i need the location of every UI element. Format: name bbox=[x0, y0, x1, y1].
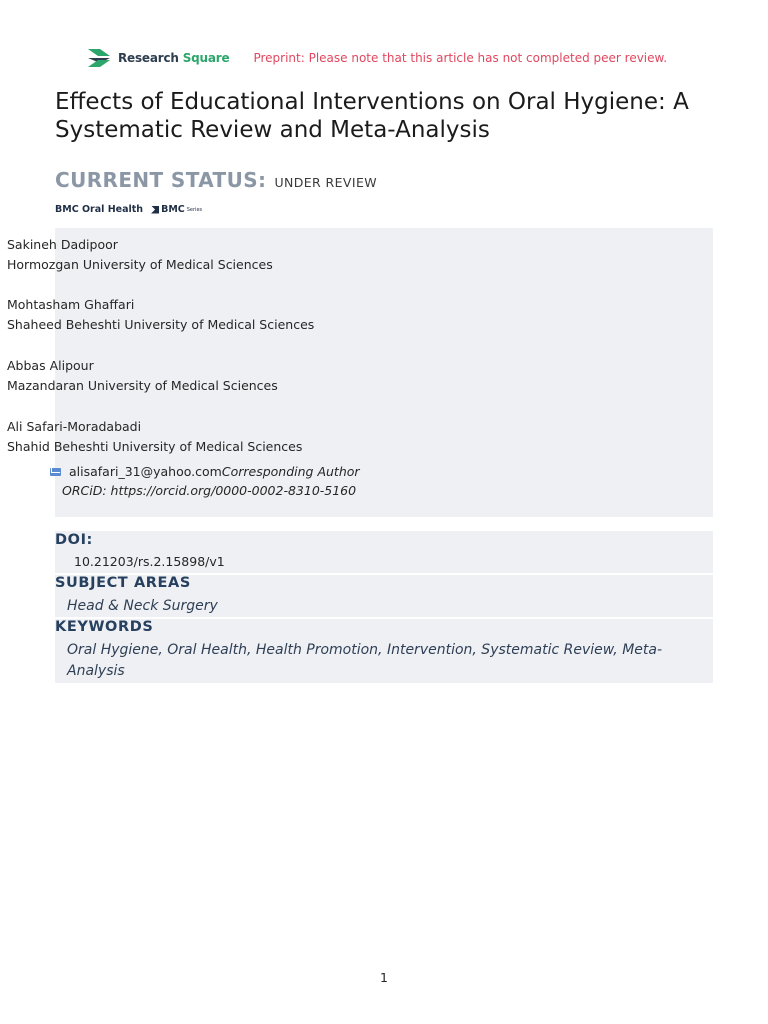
keywords-heading: KEYWORDS bbox=[55, 619, 154, 635]
doi-value[interactable]: 10.21203/rs.2.15898/v1 bbox=[74, 554, 225, 569]
corresponding-author-label: Corresponding Author bbox=[221, 464, 360, 479]
preprint-notice: Preprint: Please note that this article has not completed peer review. bbox=[253, 51, 668, 65]
author-affiliation: Shahid Beheshti University of Medical Sciences bbox=[7, 438, 303, 454]
author-name: Mohtasham Ghaffari bbox=[7, 297, 135, 312]
author-name: Abbas Alipour bbox=[7, 358, 94, 373]
journal-info bbox=[55, 204, 202, 215]
research-square-logo-icon bbox=[86, 47, 112, 69]
author-block bbox=[7, 417, 302, 456]
author-affiliation: Hormozgan University of Medical Sciences bbox=[7, 256, 273, 272]
subject-areas-heading: SUBJECT AREAS bbox=[55, 575, 191, 591]
author-name: Ali Safari-Moradabadi bbox=[7, 419, 142, 434]
keywords-line-2: Analysis bbox=[67, 663, 125, 679]
bmc-series-name: BMC bbox=[161, 204, 185, 215]
author-affiliation: Mazandaran University of Medical Sciences bbox=[7, 377, 278, 393]
status-label: CURRENT STATUS: bbox=[55, 168, 267, 192]
doi-heading: DOI: bbox=[55, 532, 93, 548]
author-name: Sakineh Dadipoor bbox=[7, 237, 118, 252]
author-affiliation: Shaheed Beheshti University of Medical Sciences bbox=[7, 316, 315, 332]
status-value: UNDER REVIEW bbox=[274, 175, 377, 190]
logo-word-square: Square bbox=[182, 51, 230, 65]
keywords-line-1: Oral Hygiene, Oral Health, Health Promotion, Intervention, Systematic Review, Meta- bbox=[67, 642, 663, 658]
current-status bbox=[55, 168, 377, 192]
author-block bbox=[7, 235, 273, 274]
subject-area-item[interactable]: Head & Neck Surgery bbox=[67, 598, 218, 614]
bmc-series-sub: Series bbox=[186, 206, 203, 213]
author-block bbox=[7, 295, 314, 334]
article-title: Effects of Educational Interventions on Oral Hygiene: A Systematic Review and Meta-Analysis bbox=[55, 89, 689, 143]
bmc-series-logo bbox=[151, 204, 202, 215]
page-header bbox=[86, 44, 726, 72]
bmc-logo-icon bbox=[151, 206, 159, 214]
page-number: 1 bbox=[380, 970, 388, 985]
research-square-logo[interactable] bbox=[86, 47, 229, 69]
mail-icon bbox=[50, 468, 61, 476]
journal-name: BMC Oral Health bbox=[55, 204, 144, 215]
logo-word-research: Research bbox=[118, 51, 179, 65]
logo-text bbox=[118, 51, 229, 65]
corresponding-email-link[interactable]: alisafari_31@yahoo.com bbox=[69, 464, 222, 479]
corresponding-email-row bbox=[50, 464, 360, 479]
author-block bbox=[7, 356, 278, 395]
orcid-link[interactable]: ORCiD: https://orcid.org/0000-0002-8310-5160 bbox=[62, 483, 357, 498]
